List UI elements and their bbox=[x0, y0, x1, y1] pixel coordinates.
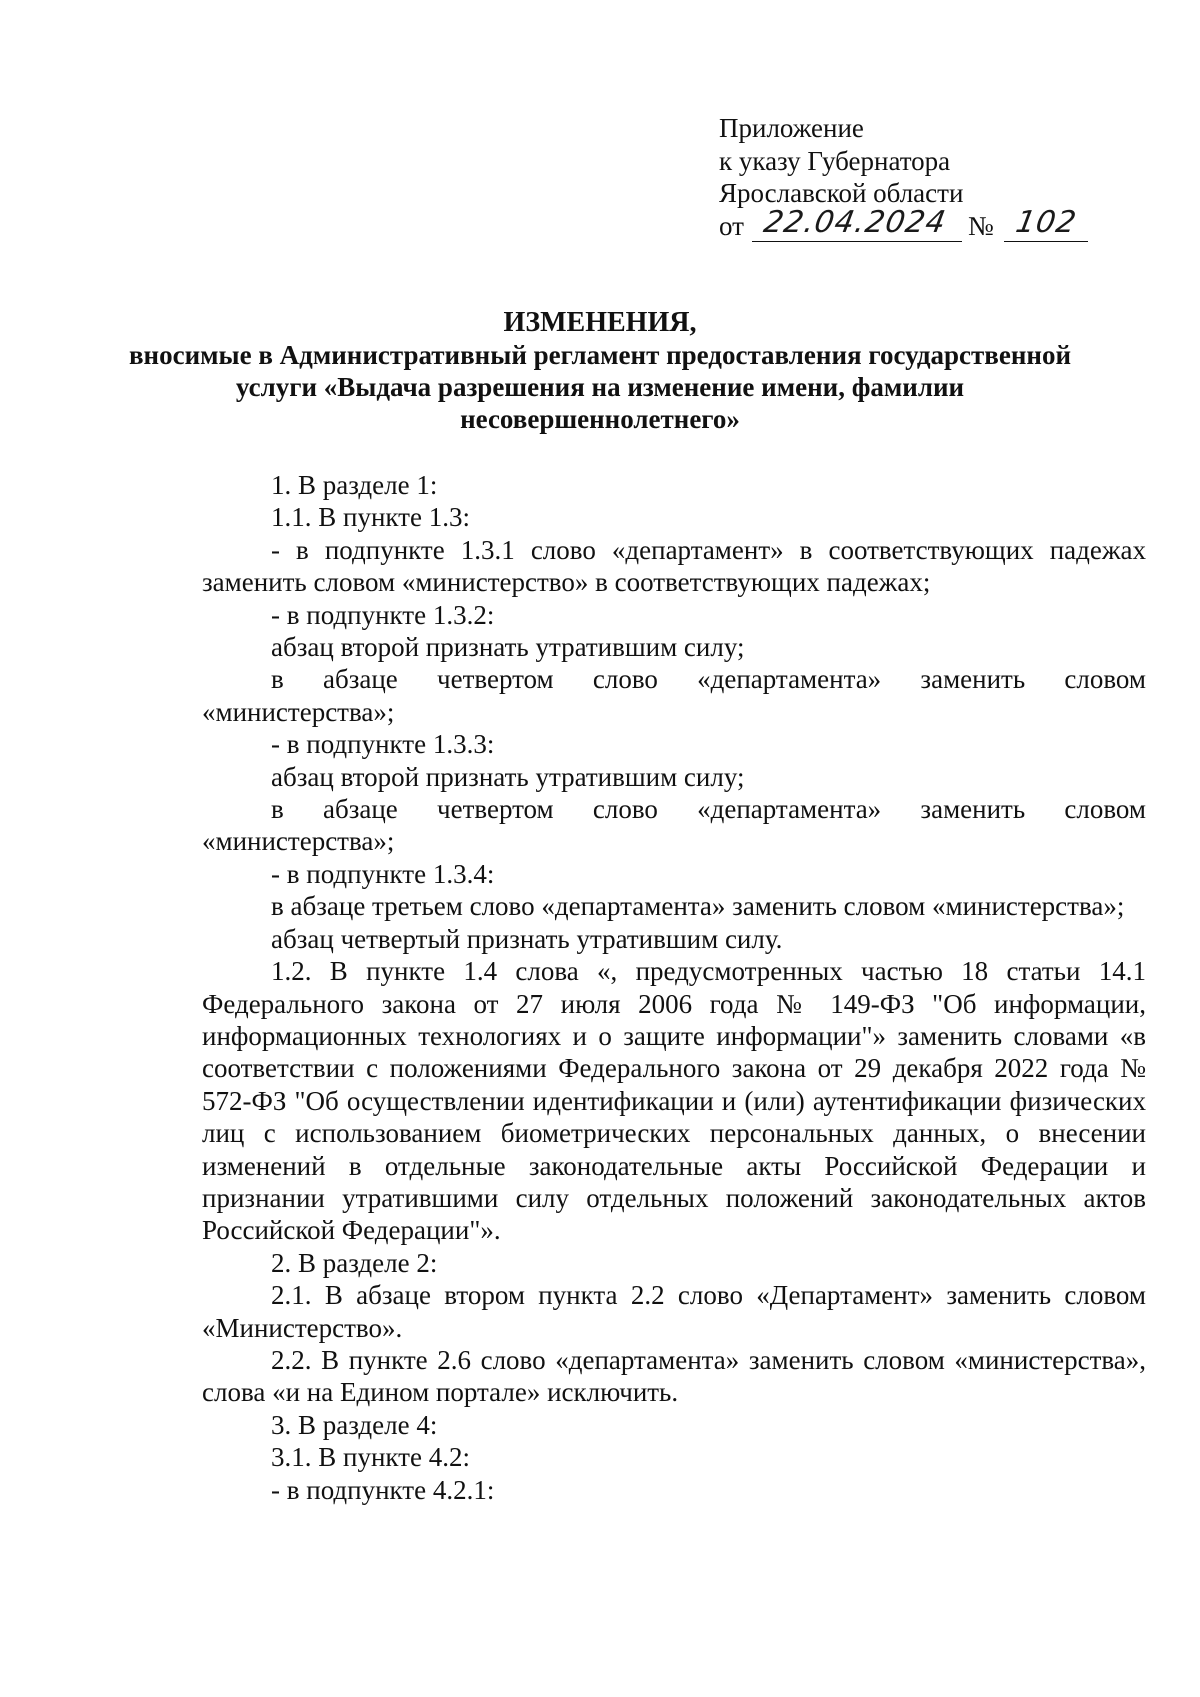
appendix-line: к указу Губернатора bbox=[719, 145, 951, 176]
paragraph: в абзаце четвертом слово «департамента» заменить словом «министерства»; bbox=[202, 794, 1146, 857]
paragraph: абзац второй признать утратившим силу; bbox=[271, 632, 745, 663]
paragraph: 1.2. В пункте 1.4 слова «, предусмотренных частью 18 статьи 14.1 Федерального закона от 27 июля 2006 года № 149-ФЗ "Об информации, информационных технологиях и о защите информации"» заменить словами «в соответствии с положениями Федерального закона от 29 декабря 2022 года № 572-ФЗ "Об осуществлении идентификации и (или) аутентификации физических лиц с использованием биометрических персональных данных, о внесении изменений в отдельные законодательные акты Российской Федерации и признании утратившими силу отдельных положений законодательных актов Российской Федерации"». bbox=[202, 956, 1146, 1246]
paragraph: 2.1. В абзаце втором пункта 2.2 слово «Департамент» заменить словом «Министерство». bbox=[202, 1280, 1146, 1343]
paragraph: в абзаце четвертом слово «департамента» заменить словом «министерства»; bbox=[202, 664, 1146, 727]
paragraph: 3. В разделе 4: bbox=[271, 1409, 438, 1440]
paragraph: 3.1. В пункте 4.2: bbox=[271, 1442, 470, 1473]
paragraph: - в подпункте 1.3.1 слово «департамент» в соответствующих падежах заменить словом «министерство» в соответствующих падежах; bbox=[202, 534, 1146, 598]
paragraph: - в подпункте 4.2.1: bbox=[271, 1474, 495, 1505]
document-title bbox=[0, 307, 1200, 435]
handwritten-date: 22.04.2024 bbox=[760, 204, 949, 240]
title-subtitle: вносимые в Административный регламент предоставления государственной услуги «Выдача разрешения на изменение имени, фамилии несовершеннолетнего» bbox=[128, 340, 1072, 434]
decree-reference bbox=[719, 204, 1094, 243]
appendix-line: Приложение bbox=[719, 113, 864, 143]
paragraph: в абзаце третьем слово «департамента» заменить словом «министерства»; bbox=[271, 891, 1125, 922]
number-field bbox=[1004, 204, 1088, 242]
title-main: ИЗМЕНЕНИЯ, bbox=[503, 307, 697, 338]
document-body bbox=[202, 469, 1146, 1506]
paragraph: 2.2. В пункте 2.6 слово «департамента» заменить словом «министерства», слова «и на Едином портале» исключить. bbox=[202, 1344, 1146, 1408]
appendix-header bbox=[719, 112, 1094, 242]
paragraph: 1.1. В пункте 1.3: bbox=[271, 502, 470, 533]
paragraph: 2. В разделе 2: bbox=[271, 1247, 438, 1278]
number-label: № bbox=[967, 210, 994, 241]
paragraph: - в подпункте 1.3.2: bbox=[271, 599, 495, 630]
appendix-line: Ярославской области bbox=[719, 178, 964, 208]
date-field bbox=[752, 204, 962, 242]
paragraph: 1. В разделе 1: bbox=[271, 470, 438, 500]
paragraph: - в подпункте 1.3.4: bbox=[271, 858, 495, 889]
from-label: от bbox=[719, 210, 744, 241]
handwritten-number: 102 bbox=[1012, 204, 1080, 240]
paragraph: абзац второй признать утратившим силу; bbox=[271, 761, 745, 792]
paragraph: абзац четвертый признать утратившим силу. bbox=[271, 923, 783, 954]
paragraph: - в подпункте 1.3.3: bbox=[271, 729, 495, 760]
